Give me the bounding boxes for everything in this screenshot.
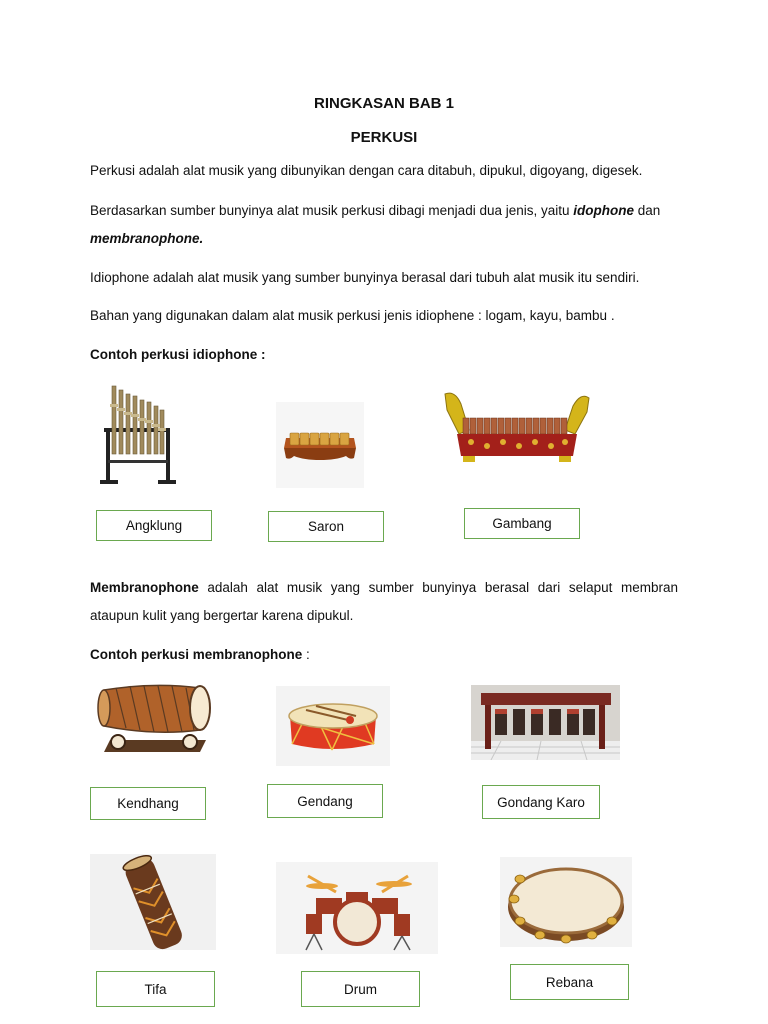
label-box-rebana [510,964,629,1000]
paragraph-membranophone-definition [90,574,678,630]
label-box-drum [301,971,420,1007]
label-kendhang: Kendhang [117,796,179,811]
label-box-saron [268,511,384,542]
label-box-tifa [96,971,215,1007]
heading-membranophone-examples [90,647,310,662]
paragraph-idiophone-definition: Idiophone adalah alat musik yang sumber bunyinya berasal dari tubuh alat musik itu sendiri. [90,270,640,285]
membranophone-definition-rest: adalah alat musik yang sumber bunyinya berasal dari selaput membran ataupun kulit yang bergertar karena dipukul. [90,580,678,623]
saron-image [276,402,364,488]
term-idiophone: idophone [573,203,635,218]
term-membranophone-start: Membranophone [90,580,199,595]
tifa-image [90,854,216,950]
heading-membranophone-colon: : [302,647,310,662]
types-text-middle: dan [634,203,661,218]
label-box-gambang [464,508,580,539]
label-angklung: Angklung [125,518,183,533]
gendang-image [276,686,390,766]
label-box-angklung [96,510,212,541]
heading-membranophone-text: Contoh perkusi membranophone [90,647,303,662]
label-rebana: Rebana [545,974,594,990]
types-text-start: Berdasarkan sumber bunyinya alat musik perkusi dibagi menjadi dua jenis, yaitu [90,203,574,218]
label-box-kendhang [90,787,206,820]
page-title: RINGKASAN BAB 1 [313,95,454,112]
label-box-gondang-karo [482,785,600,819]
page-subtitle: PERKUSI [350,129,418,146]
label-gambang: Gambang [492,516,552,531]
gondang-karo-image [471,685,620,760]
paragraph-idiophone-materials: Bahan yang digunakan dalam alat musik perkusi jenis idiophene : logam, kayu, bambu . [90,308,615,323]
label-box-gendang [267,784,383,818]
label-drum: Drum [344,981,377,997]
angklung-image [98,382,178,486]
paragraph-definition: Perkusi adalah alat musik yang dibunyikan dengan cara ditabuh, dipukul, digoyang, digesek. [90,163,643,178]
label-saron: Saron [307,519,345,534]
label-tifa: Tifa [144,981,167,997]
term-membranophone: membranophone. [90,231,204,246]
kendhang-image [96,680,214,762]
paragraph-types [90,197,678,253]
drum-image [276,862,438,954]
heading-idiophone-examples: Contoh perkusi idiophone : [90,347,266,362]
gambang-image [441,390,593,466]
label-gondang-karo: Gondang Karo [497,794,585,810]
rebana-image [500,857,632,947]
label-gendang: Gendang [297,793,353,809]
